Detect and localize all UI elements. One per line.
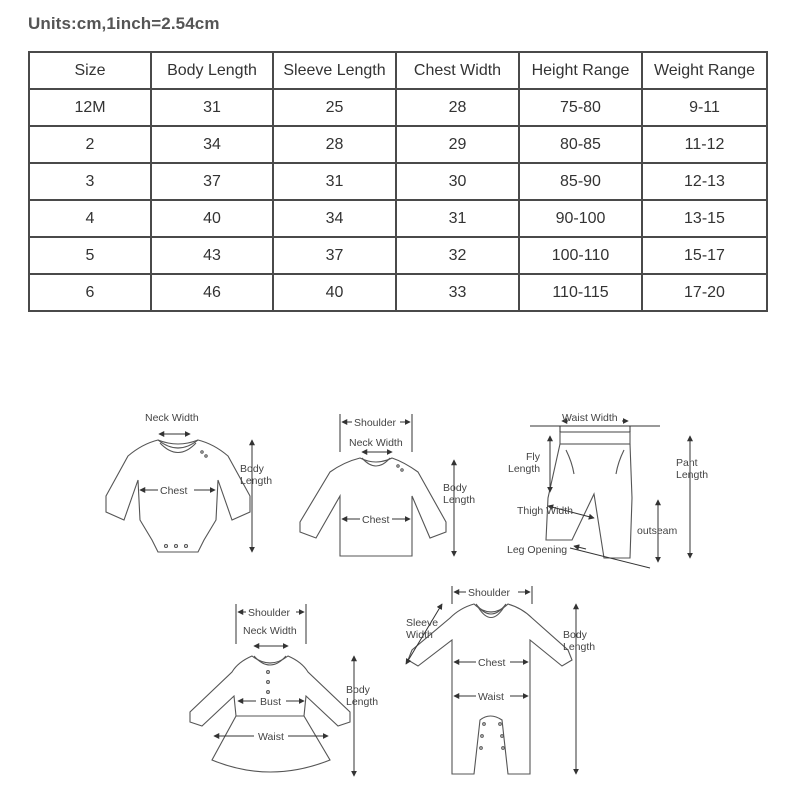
bodysuit-neck-width-label: Neck Width [145,412,199,424]
cell-sleeve-length: 25 [273,89,396,126]
cell-chest-width: 29 [396,126,519,163]
shoulder-button [401,469,403,471]
cell-chest-width: 32 [396,237,519,274]
bodysuit-body-length-label-1: Body [240,463,264,475]
shirt-diagram [300,414,475,556]
pants-leg-opening-label: Leg Opening [507,544,568,556]
dress-button [267,671,270,674]
cell-chest-width: 30 [396,163,519,200]
cell-size: 3 [29,163,151,200]
dress-outline [190,656,350,772]
leg-opening-line [570,548,650,568]
shirt-body-length-label-1: Body [443,482,467,494]
cell-sleeve-length: 37 [273,237,396,274]
cell-size: 5 [29,237,151,274]
cell-weight-range: 17-20 [642,274,767,311]
header-chest-width: Chest Width [396,52,519,89]
cell-weight-range: 9-11 [642,89,767,126]
cell-body-length: 46 [151,274,273,311]
cell-weight-range: 15-17 [642,237,767,274]
cell-body-length: 31 [151,89,273,126]
cell-body-length: 37 [151,163,273,200]
header-weight-range: Weight Range [642,52,767,89]
pants-outseam-label: outseam [637,525,678,537]
cell-height-range: 85-90 [519,163,642,200]
cell-chest-width: 28 [396,89,519,126]
cell-body-length: 43 [151,237,273,274]
snap-button [501,735,504,738]
dress-bust-label: Bust [260,696,282,708]
romper-shoulder-label: Shoulder [468,587,511,599]
pants-fly-length-label-2: Length [508,463,541,475]
cell-size: 4 [29,200,151,237]
romper-chest-label: Chest [478,657,506,669]
shirt-chest-label: Chest [362,514,390,526]
pants-pant-length-label-2: Length [676,469,709,481]
snap-button [185,545,188,548]
romper-body-length-label-2: Length [563,641,596,653]
shirt-shoulder-label: Shoulder [354,417,397,429]
romper-diagram [406,586,595,774]
dress-body-length-label-2: Length [346,696,379,708]
dress-diagram [190,604,378,776]
cell-height-range: 100-110 [519,237,642,274]
shoulder-button [205,455,207,457]
cell-chest-width: 31 [396,200,519,237]
shirt-outline [300,458,446,556]
snap-button [165,545,168,548]
snap-button [175,545,178,548]
pants-thigh-width-label: Thigh Width [517,505,574,517]
header-body-length: Body Length [151,52,273,89]
snap-button [502,747,505,750]
dress-button [267,681,270,684]
shoulder-button [397,465,399,467]
cell-size: 6 [29,274,151,311]
cell-sleeve-length: 40 [273,274,396,311]
pants-pant-length-label-1: Pant [676,457,698,469]
leg-opening-arrow [574,546,586,549]
dress-button [267,691,270,694]
pants-diagram [507,412,708,568]
cell-weight-range: 12-13 [642,163,767,200]
dress-collar [254,656,286,665]
pocket-right [616,450,624,474]
cell-height-range: 75-80 [519,89,642,126]
cell-height-range: 90-100 [519,200,642,237]
header-height-range: Height Range [519,52,642,89]
cell-weight-range: 13-15 [642,200,767,237]
cell-sleeve-length: 34 [273,200,396,237]
cell-body-length: 34 [151,126,273,163]
cell-chest-width: 33 [396,274,519,311]
dress-shoulder-label: Shoulder [248,607,291,619]
pocket-left [566,450,574,474]
shirt-neck-width-label: Neck Width [349,437,403,449]
pants-waist-width-label: Waist Width [562,412,618,424]
cell-sleeve-length: 28 [273,126,396,163]
romper-waist-label: Waist [478,691,504,703]
cell-height-range: 80-85 [519,126,642,163]
dress-neck-width-label: Neck Width [243,625,297,637]
dress-waist-label: Waist [258,731,284,743]
romper-sleeve-width-label-2: Width [406,629,433,641]
shoulder-button [201,451,203,453]
cell-size: 2 [29,126,151,163]
dress-body-length-label-1: Body [346,684,370,696]
snap-button [499,723,502,726]
cell-body-length: 40 [151,200,273,237]
shirt-body-length-label-2: Length [443,494,476,506]
cell-weight-range: 11-12 [642,126,767,163]
bodysuit-chest-label: Chest [160,485,188,497]
pants-fly-length-label-1: Fly [526,451,540,463]
romper-sleeve-width-label-1: Sleeve [406,617,439,629]
bodysuit-diagram [106,412,272,552]
romper-body-length-label-1: Body [563,629,587,641]
bodysuit-body-length-label-2: Length [240,475,273,487]
header-size: Size [29,52,151,89]
cell-sleeve-length: 31 [273,163,396,200]
header-sleeve-length: Sleeve Length [273,52,396,89]
snap-button [483,723,486,726]
cell-height-range: 110-115 [519,274,642,311]
units-note: Units:cm,1inch=2.54cm [28,14,220,33]
snap-button [480,747,483,750]
snap-button [481,735,484,738]
cell-size: 12M [29,89,151,126]
pants-waistband [560,432,630,444]
